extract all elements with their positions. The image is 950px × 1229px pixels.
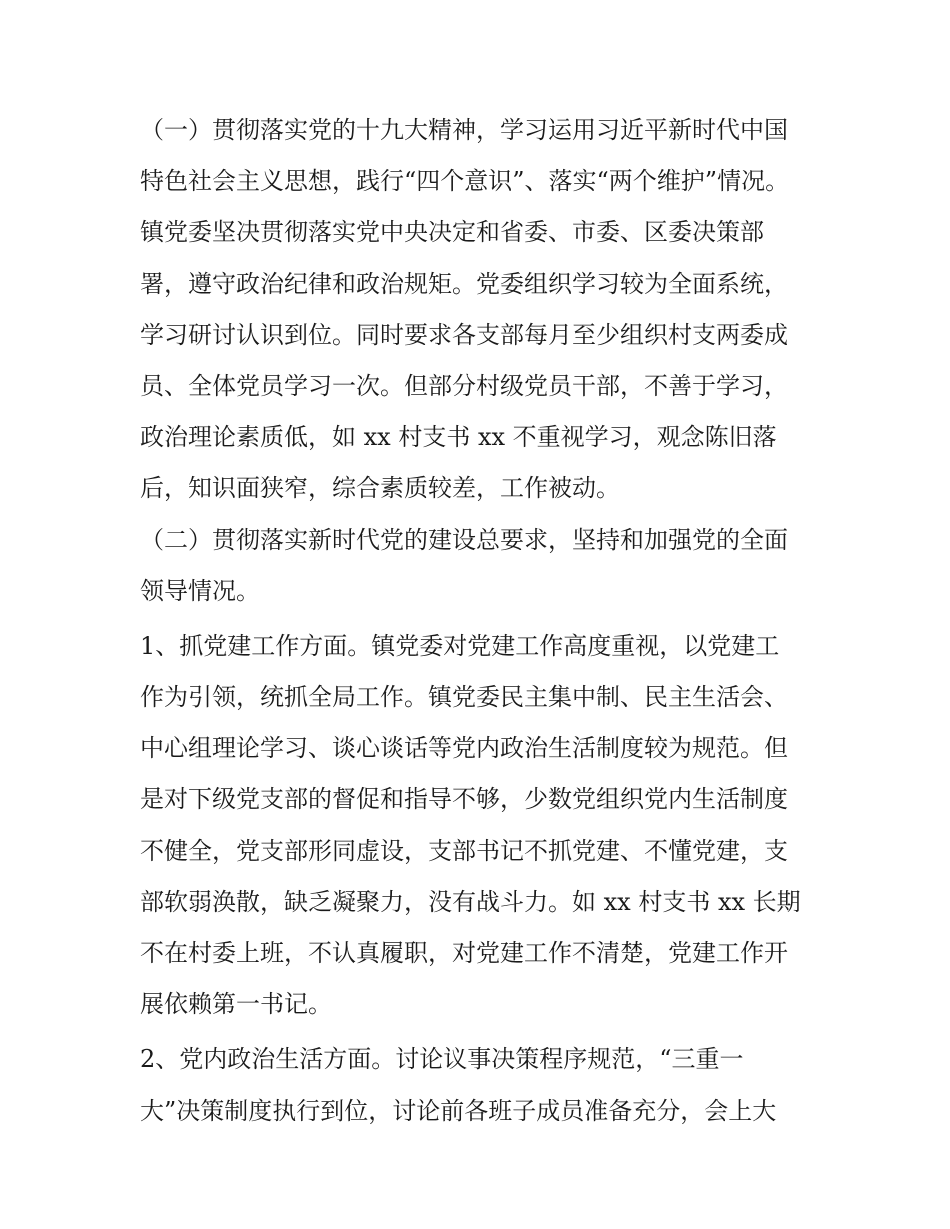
text-line: 不在村委上班，不认真履职，对党建工作不清楚，党建工作开 [140, 939, 788, 967]
document-body [140, 108, 820, 1140]
text-line: 部软弱涣散，缺乏凝聚力，没有战斗力。如 xx 村支书 xx 长期 [140, 887, 801, 916]
text-line: 镇党委坚决贯彻落实党中央决定和省委、市委、区委决策部 [140, 218, 764, 247]
text-line: 特色社会主义思想，践行“四个意识”、落实“两个维护”情况。 [140, 167, 790, 196]
text-line: 政治理论素质低，如 xx 村支书 xx 不重视学习，观念陈旧落 [140, 423, 777, 452]
text-line: 2、党内政治生活方面。讨论议事决策程序规范，“三重一 [140, 1045, 744, 1074]
text-line: 领导情况。 [140, 576, 260, 605]
text-line: 作为引领，统抓全局工作。镇党委民主集中制、民主生活会、 [140, 683, 788, 712]
text-line: 1、抓党建工作方面。镇党委对党建工作高度重视，以党建工 [140, 631, 780, 660]
text-line: （一）贯彻落实党的十九大精神，学习运用习近平新时代中国 [140, 116, 788, 144]
text-line: 是对下级党支部的督促和指导不够，少数党组织党内生活制度 [140, 785, 788, 814]
section-heading: （二）贯彻落实新时代党的建设总要求，坚持和加强党的全面 [140, 525, 788, 554]
text-line: 展依赖第一书记。 [140, 990, 332, 1019]
text-line: 大”决策制度执行到位，讨论前各班子成员准备充分，会上大 [140, 1096, 777, 1125]
text-line: 后，知识面狭窄，综合素质较差，工作被动。 [140, 474, 620, 503]
text-line: 员、全体党员学习一次。但部分村级党员干部，不善于学习， [140, 371, 788, 400]
text-line: 中心组理论学习、谈心谈话等党内政治生活制度较为规范。但 [140, 734, 788, 763]
text-line: 学习研讨认识到位。同时要求各支部每月至少组织村支两委成 [140, 320, 788, 349]
text-line: 署，遵守政治纪律和政治规矩。党委组织学习较为全面系统， [140, 269, 788, 298]
text-line: 不健全，党支部形同虚设，支部书记不抓党建、不懂党建，支 [140, 836, 788, 865]
